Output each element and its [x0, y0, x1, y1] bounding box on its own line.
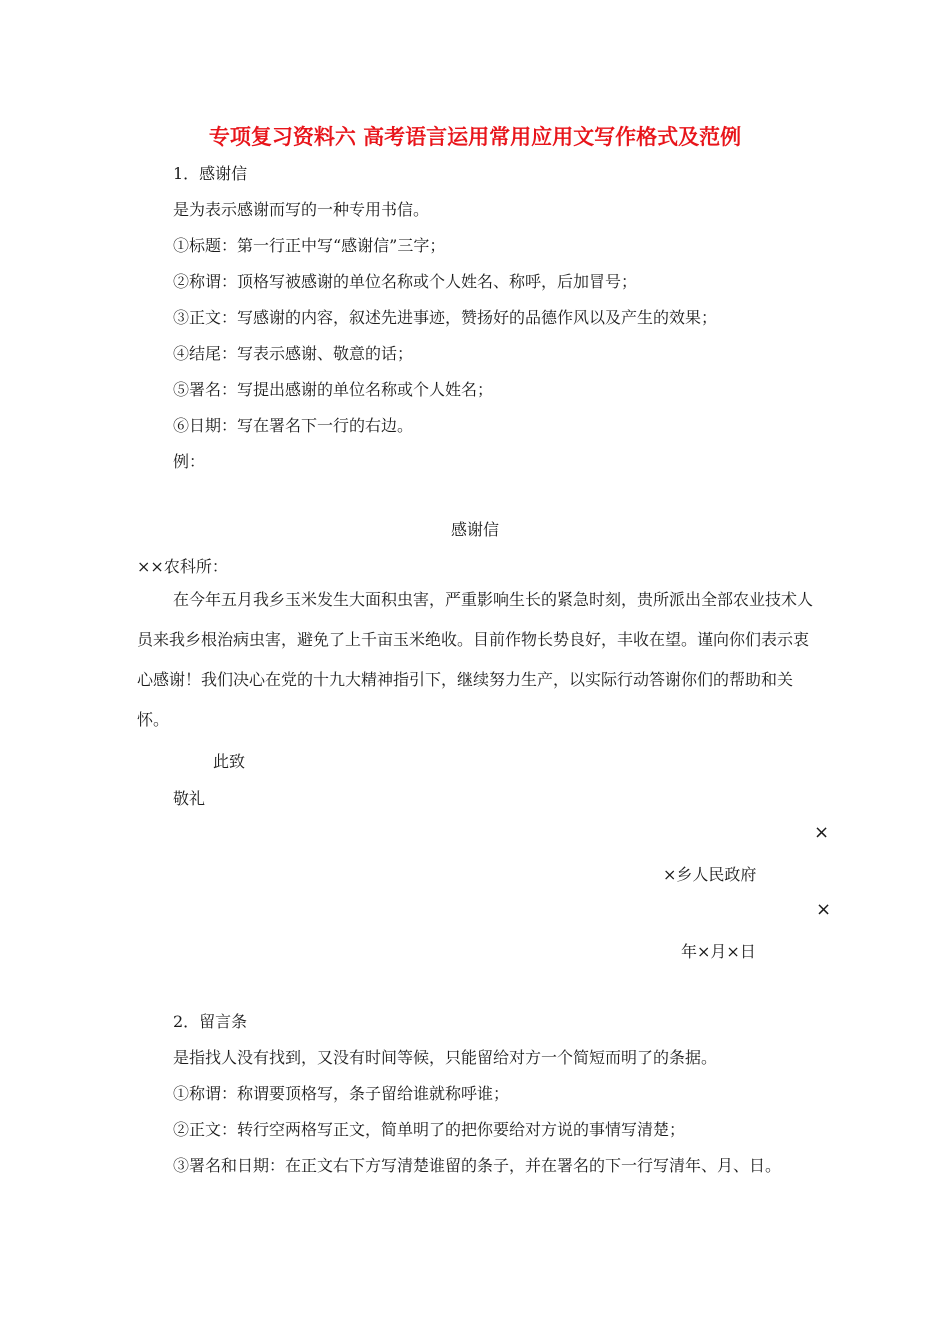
- document-title: 专项复习资料六 高考语言运用常用应用文写作格式及范例: [208, 125, 742, 149]
- date-mark: ×: [816, 899, 832, 920]
- signature-mark: ×: [814, 822, 830, 843]
- letter-salutation: ××农科所：: [137, 557, 228, 576]
- section1-item: ⑤署名：写提出感谢的单位名称或个人姓名；: [173, 380, 494, 399]
- example-label: 例：: [173, 452, 206, 471]
- section2-item: ③署名和日期：在正文右下方写清楚谁留的条子，并在署名的下一行写清年、月、日。: [173, 1156, 782, 1175]
- letter-closing-1: 此致: [213, 752, 246, 771]
- section1-item: ②称谓：顶格写被感谢的单位名称或个人姓名、称呼，后加冒号；: [173, 272, 638, 291]
- section1-item: ①标题：第一行正中写“感谢信”三字；: [173, 236, 446, 255]
- letter-closing-2: 敬礼: [173, 789, 206, 808]
- section1-item: ③正文：写感谢的内容，叙述先进事迹，赞扬好的品德作风以及产生的效果；: [173, 308, 718, 327]
- letter-signature: ×乡人民政府: [663, 865, 757, 884]
- section1-item: ⑥日期：写在署名下一行的右边。: [173, 416, 414, 435]
- section1-intro: 是为表示感谢而写的一种专用书信。: [173, 200, 430, 219]
- letter-title: 感谢信: [450, 520, 499, 539]
- letter-body: 在今年五月我乡玉米发生大面积虫害，严重影响生长的紧急时刻，贵所派出全部农业技术人员来我乡根治病虫害，避免了上千亩玉米绝收。目前作物长势良好，丰收在望。谨向你们表示衷心感谢！我们决心在党的十九大精神指引下，继续努力生产，以实际行动答谢你们的帮助和关怀。: [137, 590, 814, 729]
- section2-item: ②正文：转行空两格写正文，简单明了的把你要给对方说的事情写清楚；: [173, 1120, 686, 1139]
- section1-heading: 1．感谢信: [173, 164, 248, 183]
- section1-item: ④结尾：写表示感谢、敬意的话；: [173, 344, 414, 363]
- section2-heading: 2．留言条: [173, 1012, 248, 1031]
- section2-intro: 是指找人没有找到，又没有时间等候，只能留给对方一个简短而明了的条据。: [173, 1048, 718, 1067]
- letter-date: 年×月×日: [681, 942, 756, 961]
- section2-item: ①称谓：称谓要顶格写，条子留给谁就称呼谁；: [173, 1084, 510, 1103]
